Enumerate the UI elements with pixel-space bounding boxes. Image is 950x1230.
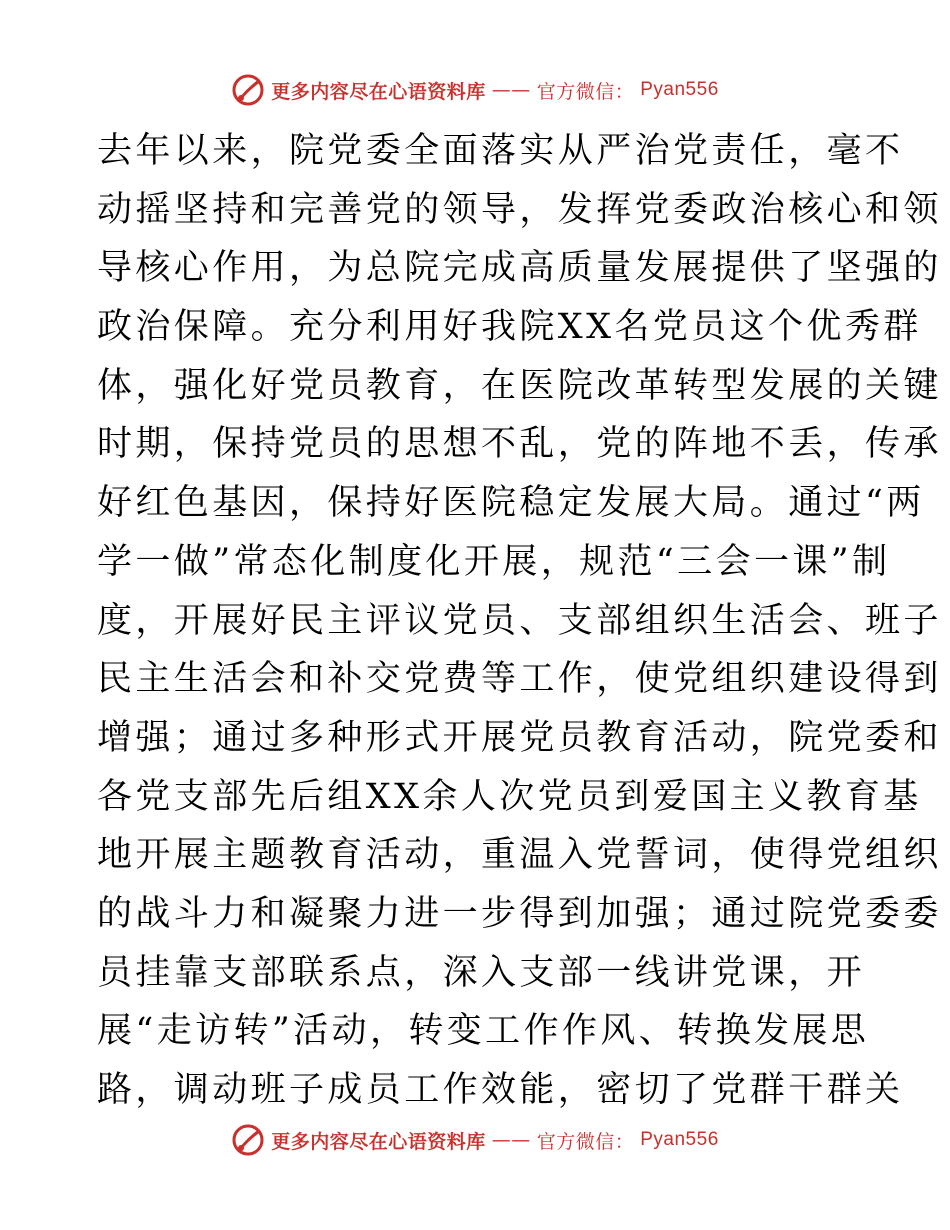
watermark-contact-label: 官方微信： xyxy=(536,1130,635,1153)
text-line: 度，开展好民主评议党员、支部组织生活会、班子 xyxy=(97,600,942,641)
text-line: 体，强化好党员教育，在医院改革转型发展的关键 xyxy=(97,365,942,406)
text-line: 员挂靠支部联系点，深入支部一线讲党课，开 xyxy=(97,952,866,993)
header-watermark xyxy=(0,70,950,110)
document-body xyxy=(97,122,942,1120)
text-line: 增强；通过多种形式开展党员教育活动，院党委和 xyxy=(97,717,942,758)
text-line: 政治保障。充分利用好我院XX名党员这个优秀群 xyxy=(97,307,922,348)
text-line: 动摇坚持和完善党的领导，发挥党委政治核心和领 xyxy=(97,189,942,230)
text-line: 展“走访转”活动，转变工作作风、转换发展思 xyxy=(97,1011,870,1052)
watermark-separator: —— xyxy=(491,1129,531,1151)
brush-logo-icon xyxy=(231,1123,265,1157)
text-line: 时期，保持党员的思想不乱，党的阵地不丢，传承 xyxy=(97,424,942,465)
text-line: 好红色基因，保持好医院稳定发展大局。通过“两 xyxy=(97,483,925,524)
text-line: 地开展主题教育活动，重温入党誓词，使得党组织 xyxy=(97,835,942,876)
watermark-contact-label: 官方微信： xyxy=(536,80,635,103)
text-line: 学一做”常态化制度化开展，规范“三会一课”制 xyxy=(97,541,891,582)
text-line: 的战斗力和凝聚力进一步得到加强；通过院党委委 xyxy=(97,893,942,934)
footer-watermark xyxy=(0,1120,950,1160)
text-line: 导核心作用，为总院完成高质量发展提供了坚强的 xyxy=(97,248,942,289)
text-line: 去年以来，院党委全面落实从严治党责任，毫不 xyxy=(97,131,904,171)
text-line: 民主生活会和补交党费等工作，使党组织建设得到 xyxy=(97,659,942,700)
text-line: 各党支部先后组XX余人次党员到爱国主义教育基 xyxy=(97,776,922,817)
brush-logo-icon xyxy=(231,73,265,107)
watermark-brand: 更多内容尽在心语资料库 xyxy=(271,80,486,103)
text-line: 路，调动班子成员工作效能，密切了党群干群关 xyxy=(97,1070,904,1110)
watermark-handle: Pyan556 xyxy=(640,79,719,100)
watermark-separator: —— xyxy=(491,79,531,101)
watermark-brand: 更多内容尽在心语资料库 xyxy=(271,1130,486,1153)
watermark-handle: Pyan556 xyxy=(640,1129,719,1150)
